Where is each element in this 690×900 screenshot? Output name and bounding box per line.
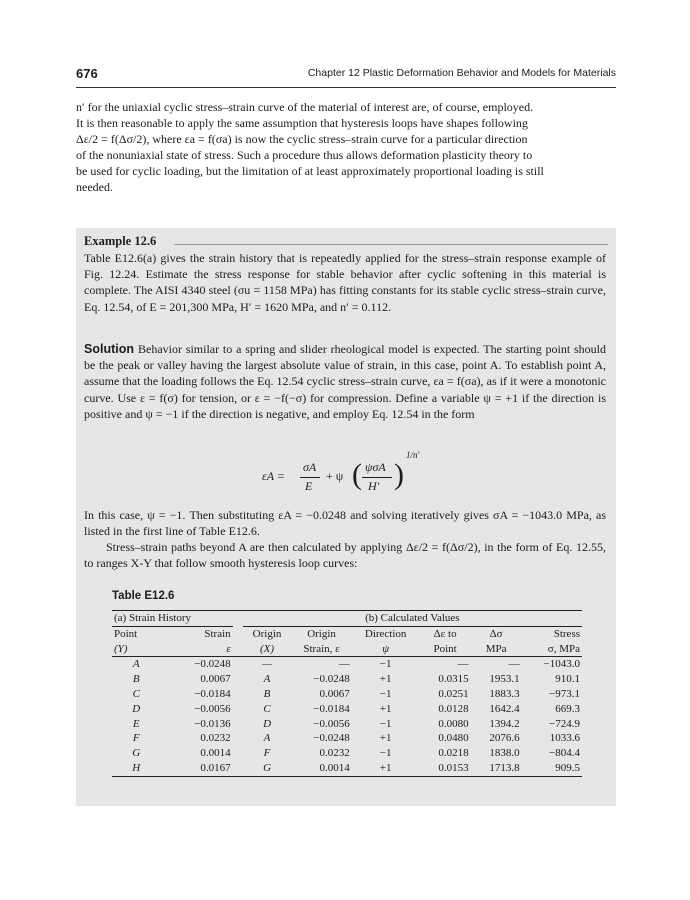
table-cell: −973.1 — [549, 687, 580, 700]
table-cell: A — [132, 658, 140, 671]
table-cell: 0.0153 — [438, 761, 469, 774]
table-cell: 1642.4 — [489, 702, 520, 715]
table-header-row — [112, 626, 582, 641]
table-row — [112, 746, 582, 761]
after-equation-text: In this case, ψ = −1. Then substituting εA = −0.0248 and solving iteratively gives σA = −1043.0 MPa, as listed in the first line of Table E12.6. — [84, 508, 606, 539]
eq-paren-right: ) — [394, 458, 404, 491]
intro-line: n′ for the uniaxial cyclic stress–strain curve of the material of interest are, of course, employed. — [76, 100, 534, 114]
running-title: Chapter 12 Plastic Deformation Behavior and Models for Materials — [307, 67, 616, 79]
table-cell: 0.0232 — [200, 732, 231, 745]
table-cell: 0.0014 — [319, 761, 350, 774]
example-title-rule — [174, 244, 608, 245]
table-cell: — — [457, 658, 469, 671]
table-cell: E — [132, 717, 140, 730]
table-row — [112, 731, 582, 746]
intro-line: of the nonuniaxial state of stress. Such a procedure thus allows deformation plasticity theory to — [76, 148, 533, 162]
col-header: Δσ — [489, 627, 503, 640]
table-cell: G — [132, 747, 141, 760]
table-cell: A — [263, 732, 271, 745]
table-cell: 909.5 — [555, 761, 580, 774]
table-cell: 0.0067 — [200, 673, 231, 686]
table-cell: 2076.6 — [489, 732, 520, 745]
table-group-row — [112, 611, 582, 627]
eq-plus: + ψ — [326, 469, 344, 483]
table-cell: — — [508, 658, 520, 671]
eq-frac-line-2 — [362, 477, 392, 478]
eq-num2: ψσA — [365, 460, 386, 474]
table-row — [112, 672, 582, 687]
results-table — [112, 610, 582, 777]
table-cell: C — [263, 702, 271, 715]
col-header: Strain, ε — [303, 642, 340, 655]
table-cell: +1 — [379, 673, 392, 686]
col-header: Strain — [204, 627, 231, 640]
table-cell: 910.1 — [555, 673, 580, 686]
table-cell: 1713.8 — [489, 761, 520, 774]
eq-num1: σA — [303, 460, 317, 474]
intro-line: needed. — [76, 180, 113, 194]
table-cell: −804.4 — [549, 747, 580, 760]
table-cell: 0.0014 — [200, 747, 231, 760]
table-cell: −1 — [379, 687, 392, 700]
col-header: Direction — [364, 627, 407, 640]
table-cell: +1 — [379, 702, 392, 715]
solution-label: Solution — [84, 342, 134, 356]
col-header: Point — [114, 627, 138, 640]
table-cell: −0.0056 — [313, 717, 350, 730]
table-cell: G — [263, 761, 272, 774]
example-box — [76, 228, 616, 806]
eq-den2: H′ — [368, 479, 380, 493]
table-cell: 0.0167 — [200, 761, 231, 774]
col-header: (X) — [260, 642, 275, 655]
page-number: 676 — [76, 66, 98, 81]
table-cell: 669.3 — [555, 702, 580, 715]
table-cell: −0.0184 — [313, 702, 350, 715]
table-cell: +1 — [379, 761, 392, 774]
table-cell: −0.0248 — [313, 673, 350, 686]
intro-line: Δε/2 = f(Δσ/2), where εa = f(σa) is now the cyclic stress–strain curve for a particular direction — [76, 132, 528, 146]
table-body — [112, 657, 582, 776]
table-cell: −1043.0 — [543, 658, 580, 671]
table-cell: F — [132, 732, 140, 745]
table-cell: −0.0184 — [194, 687, 231, 700]
table-cell: C — [132, 687, 140, 700]
table-title: Table E12.6 — [112, 590, 175, 602]
table-cell: −0.0248 — [313, 732, 350, 745]
table-cell: 0.0218 — [438, 747, 469, 760]
table-cell: −724.9 — [549, 717, 580, 730]
col-header: Δε to — [433, 627, 457, 640]
table-cell: F — [263, 747, 271, 760]
table-cell: B — [263, 687, 271, 700]
example-problem: Table E12.6(a) gives the strain history that is repeatedly applied for the stress–strain response example of Fig. 12.24. Estimate the stress response for stable behavior after cyclic softening in this material is complete. The AISI 4340 steel (σu = 1158 MPa) has fitting constants for its stable cyclic stress–strain curve, Eq. 12.54, of E = 201,300 MPa, H′ = 1620 MPa, and n′ = 0.112. — [84, 251, 606, 314]
equation — [246, 452, 446, 500]
table-cell: — — [338, 658, 350, 671]
col-header: Point — [433, 642, 457, 655]
table-cell: 0.0315 — [438, 673, 469, 686]
table-cell: A — [263, 673, 271, 686]
table-header-row — [112, 642, 582, 657]
col-header: Origin — [307, 627, 336, 640]
table-cell: −1 — [379, 747, 392, 760]
table-cell: 1883.3 — [489, 687, 520, 700]
table-row — [112, 702, 582, 717]
table-cell: +1 — [379, 732, 392, 745]
eq-exponent: 1/n′ — [406, 450, 420, 460]
group-header-a: (a) Strain History — [112, 611, 233, 627]
solution-paragraph — [84, 341, 606, 422]
table-cell: −1 — [379, 658, 392, 671]
col-header: Origin — [252, 627, 282, 640]
table-cell: 1953.1 — [489, 673, 520, 686]
col-header: σ, MPa — [547, 642, 580, 655]
table-cell: 1838.0 — [489, 747, 520, 760]
table-cell: B — [132, 673, 140, 686]
page-header — [76, 66, 616, 86]
table-cell: 0.0067 — [319, 687, 350, 700]
intro-line: It is then reasonable to apply the same assumption that hysteresis loops have shapes following — [76, 116, 528, 130]
table-cell: 0.0128 — [438, 702, 469, 715]
example-title: Example 12.6 — [84, 234, 157, 248]
table-cell: D — [263, 717, 272, 730]
intro-line: be used for cyclic loading, but the limitation of at least approximately proportional loading is still — [76, 164, 544, 178]
col-header: MPa — [485, 642, 507, 655]
group-header-b: (b) Calculated Values — [243, 611, 582, 627]
table-cell: — — [262, 658, 272, 671]
solution-text: Behavior similar to a spring and slider rheological model is expected. The starting point should be the peak or valley having the largest absolute value of strain, in this case, point A. To establish point A, assume that the loading follows the Eq. 12.54 cyclic stress–strain curve, εa = f(σa), as if it were a monotonic curve. Use ε = f(σ) for tension, or ε = −f(−σ) for compression. Define a variable ψ = +1 if the direction is positive and ψ = −1 if the direction is negative, and employ Eq. 12.54 in the form — [84, 342, 606, 421]
table-cell: D — [132, 702, 141, 715]
eq-frac-line-1 — [300, 477, 320, 478]
table-row — [112, 717, 582, 732]
eq-lhs: εA = — [262, 469, 285, 483]
table-cell: −0.0136 — [194, 717, 231, 730]
table-cell: 0.0480 — [438, 732, 469, 745]
paths-text: Stress–strain paths beyond A are then calculated by applying Δε/2 = f(Δσ/2), in the form of Eq. 12.55, to ranges X-Y that follow smooth hysteresis loop curves: — [84, 540, 606, 571]
table-row — [112, 657, 582, 672]
col-header: ε — [226, 642, 231, 655]
table-row — [112, 687, 582, 702]
table-cell: −1 — [379, 717, 392, 730]
table-cell: 1394.2 — [489, 717, 520, 730]
table-cell: H — [132, 761, 141, 774]
col-header: Stress — [553, 627, 580, 640]
col-header: (Y) — [114, 642, 128, 655]
table-cell: −0.0248 — [194, 658, 231, 671]
table-row — [112, 761, 582, 776]
table-cell: 1033.6 — [549, 732, 580, 745]
header-rule — [76, 87, 616, 88]
col-header: ψ — [382, 642, 390, 655]
table-cell: 0.0232 — [319, 747, 350, 760]
table-cell: 0.0080 — [438, 717, 469, 730]
eq-den1: E — [305, 479, 313, 493]
table-cell: −0.0056 — [194, 702, 231, 715]
eq-paren-left: ( — [352, 458, 362, 491]
table-cell: 0.0251 — [438, 687, 469, 700]
